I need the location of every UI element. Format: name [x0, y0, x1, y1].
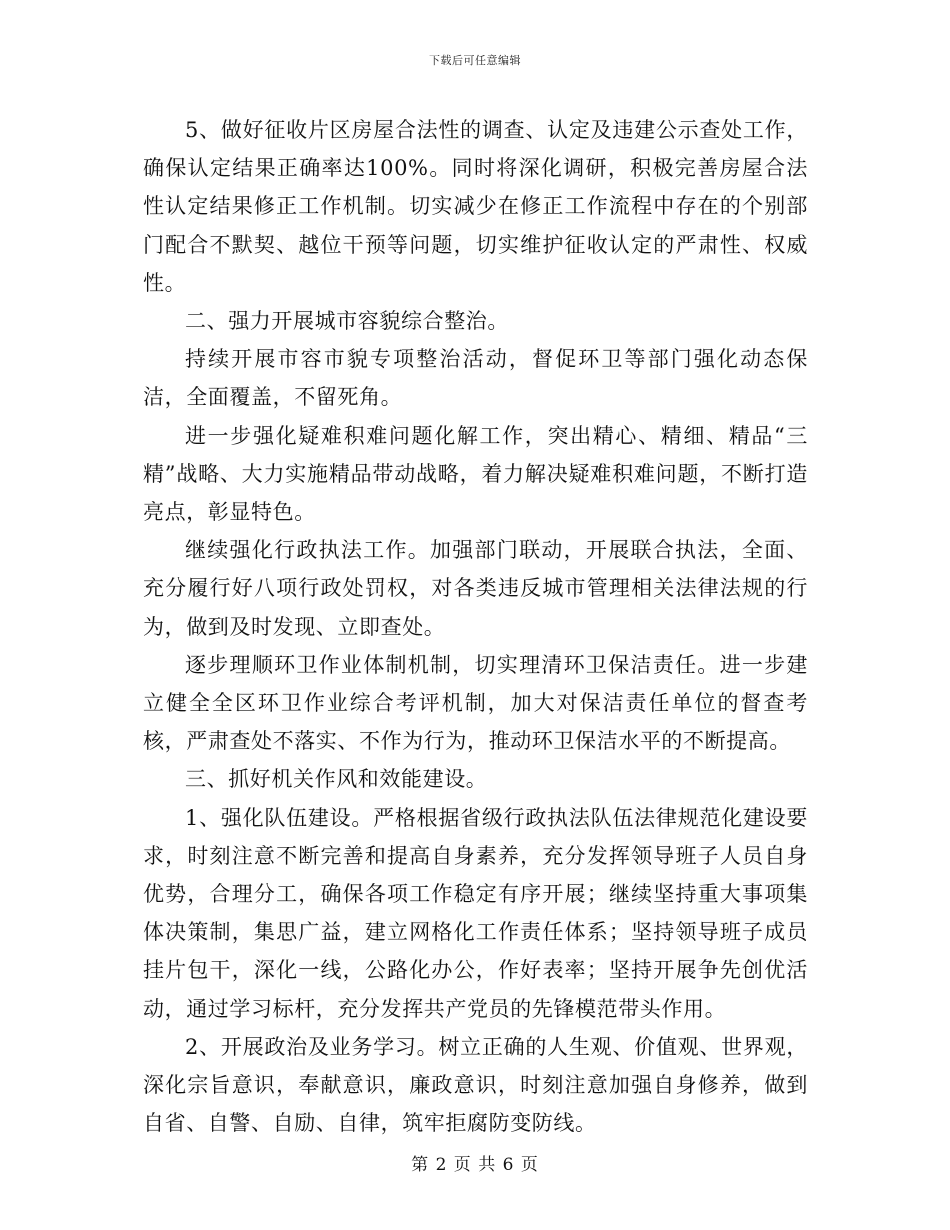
section-heading-3: 三、抓好机关作风和效能建设。 [185, 767, 488, 792]
section-heading-2: 二、强力开展城市容貌综合整治。 [185, 309, 509, 334]
paragraph-political-study: 2、开展政治及业务学习。树立正确的人生观、价值观、世界观，深化宗旨意识，奉献意识，廉政意识，时刻注意加强自身修养，做到自省、自警、自励、自律，筑牢拒腐防变防线。 [143, 1034, 808, 1136]
page-header: 下载后可任意编辑 [429, 54, 521, 67]
paragraph-item-5: 5、做好征收片区房屋合法性的调查、认定及违建公示查处工作，确保认定结果正确率达100%。同时将深化调研，积极完善房屋合法性认定结果修正工作机制。切实减少在修正工作流程中存在的个别部门配合不默契、越位干预等问题，切实维护征收认定的严肃性、权威性。 [143, 118, 808, 295]
paragraph-team-building: 1、强化队伍建设。严格根据省级行政执法队伍法律规范化建设要求，时刻注意不断完善和提高自身素养，充分发挥领导班子人员自身优势，合理分工，确保各项工作稳定有序开展；继续坚持重大事项集体决策制，集思广益，建立网格化工作责任体系；坚持领导班子成员挂片包干，深化一线，公路化办公，作好表率；坚持开展争先创优活动，通过学习标杆，充分发挥共产党员的先锋模范带头作用。 [143, 805, 808, 1021]
paragraph-sanitation: 逐步理顺环卫作业体制机制，切实理清环卫保洁责任。进一步建立健全全区环卫作业综合考评机制，加大对保洁责任单位的督查考核，严肃查处不落实、不作为行为，推动环卫保洁水平的不断提高。 [143, 652, 808, 754]
paragraph-city-appearance: 持续开展市容市貌专项整治活动，督促环卫等部门强化动态保洁，全面覆盖，不留死角。 [143, 347, 808, 410]
paragraph-difficult-issues: 进一步强化疑难积难问题化解工作，突出精心、精细、精品“三精”战略、大力实施精品带动战略，着力解决疑难积难问题，不断打造亮点，彰显特色。 [143, 423, 808, 525]
page-number-text: 第 2 页 共 6 页 [411, 1155, 539, 1175]
page-number-footer [0, 1150, 950, 1175]
paragraph-law-enforcement: 继续强化行政执法工作。加强部门联动，开展联合执法，全面、充分履行好八项行政处罚权，对各类违反城市管理相关法律法规的行为，做到及时发现、立即查处。 [143, 538, 808, 639]
document-body [143, 111, 808, 1142]
